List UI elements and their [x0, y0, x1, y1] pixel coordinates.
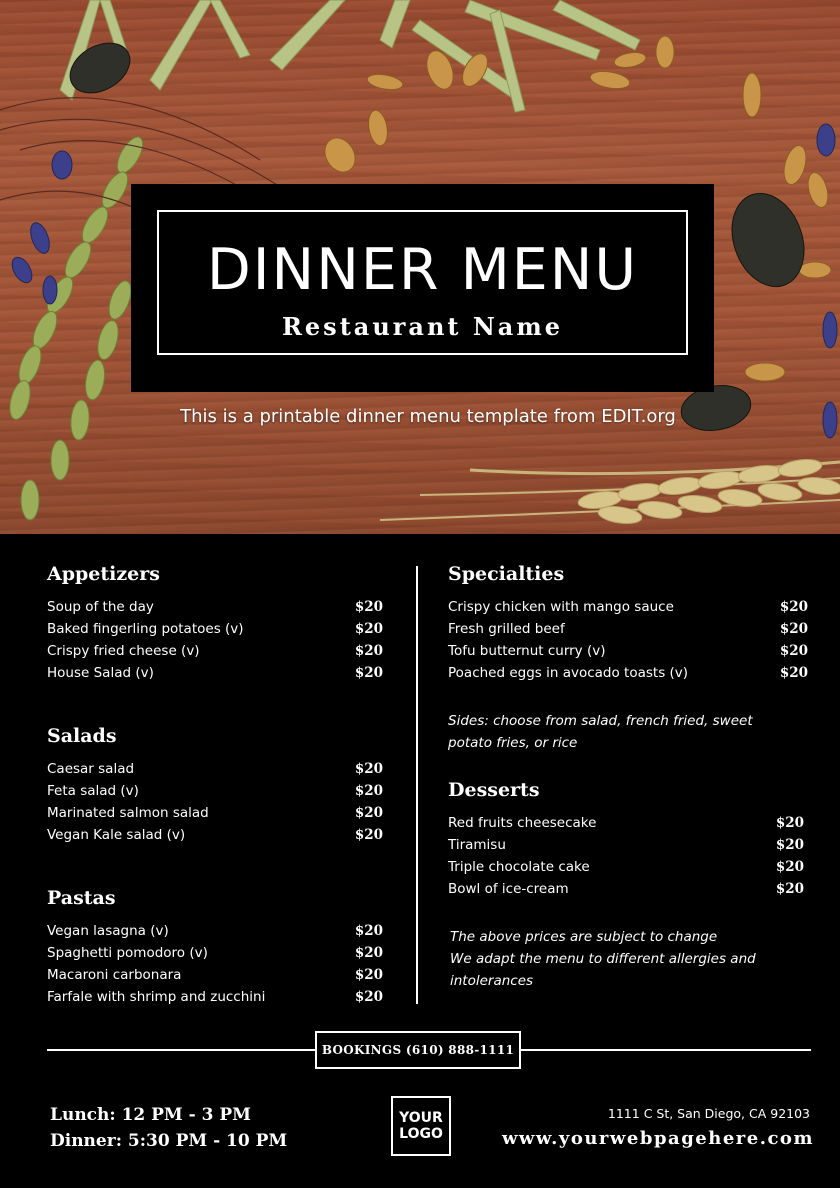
menu-item	[448, 878, 808, 900]
menu-item	[448, 856, 808, 878]
item-price: $20	[354, 967, 383, 983]
logo-placeholder	[391, 1096, 451, 1156]
section-specialties	[448, 562, 808, 684]
item-name: Crispy fried cheese (v)	[47, 643, 200, 659]
notice-line: The above prices are subject to change	[450, 929, 718, 945]
menu-item	[47, 920, 383, 942]
divider-line-right	[521, 1049, 811, 1051]
item-price: $20	[354, 643, 383, 659]
item-name: Bowl of ice-cream	[448, 881, 569, 897]
item-name: Farfale with shrimp and zucchini	[47, 989, 266, 1005]
section-heading: Salads	[47, 725, 117, 747]
section-desserts	[448, 778, 808, 900]
item-name: Caesar salad	[47, 761, 135, 777]
item-name: Soup of the day	[47, 599, 154, 615]
item-price: $20	[354, 827, 383, 843]
section-pastas	[47, 886, 383, 1008]
item-name: Baked fingerling potatoes (v)	[47, 621, 244, 637]
menu-item	[448, 662, 808, 684]
opening-hours	[50, 1102, 287, 1154]
dinner-hours: Dinner: 5:30 PM - 10 PM	[50, 1131, 288, 1151]
notice-line: We adapt the menu to different allergies and	[450, 951, 756, 967]
item-price: $20	[779, 643, 808, 659]
item-name: Tiramisu	[448, 837, 506, 853]
menu-item	[448, 834, 808, 856]
section-heading: Appetizers	[47, 563, 160, 585]
sides-note-line: potato fries, or rice	[448, 735, 578, 751]
item-price: $20	[779, 599, 808, 615]
section-salads	[47, 724, 383, 846]
menu-item	[47, 640, 383, 662]
item-name: Triple chocolate cake	[448, 859, 590, 875]
item-price: $20	[354, 599, 383, 615]
menu-item	[448, 812, 808, 834]
item-name: Red fruits cheesecake	[448, 815, 597, 831]
bookings-phone: BOOKINGS (610) 888-1111	[315, 1031, 521, 1069]
item-name: Tofu butternut curry (v)	[448, 643, 606, 659]
menu-item	[47, 964, 383, 986]
item-price: $20	[779, 665, 808, 681]
item-price: $20	[779, 621, 808, 637]
section-heading: Specialties	[448, 563, 565, 585]
item-name: Vegan lasagna (v)	[47, 923, 169, 939]
item-price: $20	[354, 923, 383, 939]
column-divider	[416, 566, 418, 1004]
item-name: Fresh grilled beef	[448, 621, 565, 637]
menu-item	[47, 618, 383, 640]
hero-banner	[0, 0, 840, 534]
lunch-hours: Lunch: 12 PM - 3 PM	[50, 1105, 251, 1125]
item-price: $20	[354, 621, 383, 637]
item-name: House Salad (v)	[47, 665, 154, 681]
restaurant-name: Restaurant Name	[281, 312, 564, 341]
item-price: $20	[354, 805, 383, 821]
item-name: Marinated salmon salad	[47, 805, 209, 821]
address: 1111 C St, San Diego, CA 92103	[607, 1106, 810, 1121]
item-price: $20	[775, 859, 804, 875]
item-name: Poached eggs in avocado toasts (v)	[448, 665, 689, 681]
section-appetizers	[47, 562, 383, 684]
item-price: $20	[354, 989, 383, 1005]
item-price: $20	[354, 945, 383, 961]
item-price: $20	[775, 815, 804, 831]
section-heading: Pastas	[47, 887, 116, 909]
item-price: $20	[775, 881, 804, 897]
item-price: $20	[354, 665, 383, 681]
item-name: Feta salad (v)	[47, 783, 139, 799]
item-name: Vegan Kale salad (v)	[47, 827, 186, 843]
menu-item	[47, 780, 383, 802]
menu-item	[47, 758, 383, 780]
menu-item	[47, 802, 383, 824]
menu-title: DINNER MENU	[206, 237, 639, 303]
sides-note-line: Sides: choose from salad, french fried, sweet	[448, 713, 753, 729]
title-frame	[157, 210, 688, 355]
item-name: Macaroni carbonara	[47, 967, 182, 983]
price-notice	[450, 926, 780, 992]
item-price: $20	[775, 837, 804, 853]
divider-line-left	[47, 1049, 315, 1051]
menu-item	[448, 640, 808, 662]
notice-line: intolerances	[450, 973, 534, 989]
website-url: www.yourwebpagehere.com	[501, 1128, 814, 1149]
menu-item	[448, 596, 808, 618]
sides-note	[448, 710, 778, 754]
section-heading: Desserts	[448, 779, 540, 801]
logo-line: YOUR	[399, 1110, 443, 1126]
tagline: This is a printable dinner menu template from EDIT.org	[180, 406, 676, 427]
item-name: Spaghetti pomodoro (v)	[47, 945, 208, 961]
item-price: $20	[354, 761, 383, 777]
menu-item	[47, 596, 383, 618]
item-name: Crispy chicken with mango sauce	[448, 599, 674, 615]
menu-item	[47, 986, 383, 1008]
menu-item	[448, 618, 808, 640]
title-panel	[131, 184, 714, 392]
item-price: $20	[354, 783, 383, 799]
menu-item	[47, 942, 383, 964]
menu-item	[47, 662, 383, 684]
menu-item	[47, 824, 383, 846]
logo-line: LOGO	[399, 1126, 443, 1142]
